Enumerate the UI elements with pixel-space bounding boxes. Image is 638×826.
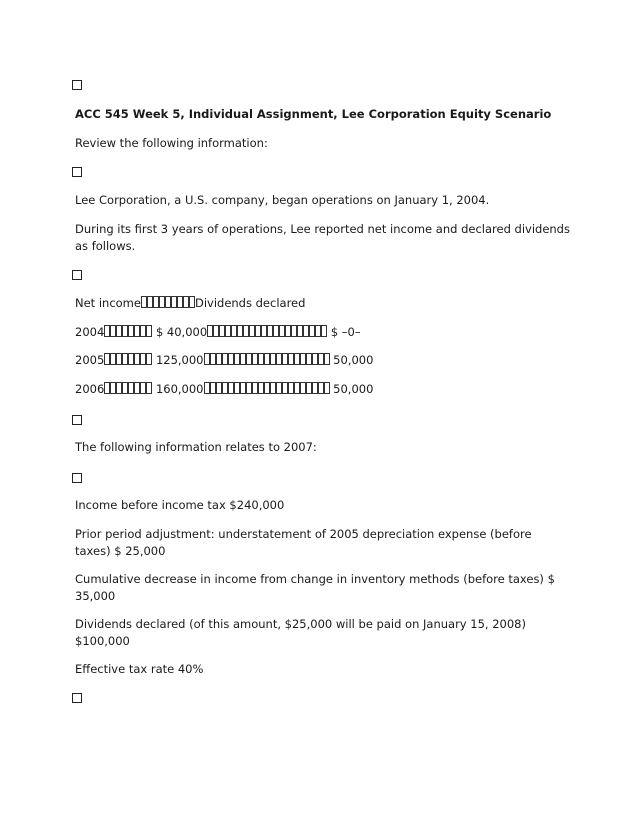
tab-glyphs-icon	[207, 325, 327, 336]
table-row	[75, 381, 373, 398]
table-row	[75, 352, 373, 369]
header-net-income: Net income	[75, 296, 141, 310]
checkbox-glyph-icon	[72, 693, 82, 703]
list-item: Income before income tax $240,000	[75, 498, 285, 512]
checkbox-glyph-icon	[72, 473, 82, 483]
list-item: Prior period adjustment: understatement of 2005 depreciation expense (before taxes) $ 25,000	[75, 527, 532, 558]
row-year: 2004	[75, 325, 105, 339]
paragraph-operations: During its first 3 years of operations, Lee reported net income and declared dividends as follows.	[75, 222, 570, 253]
row-year: 2005	[75, 353, 105, 367]
row-dividends: 50,000	[333, 353, 374, 367]
tab-glyphs-icon	[204, 382, 330, 393]
checkbox-glyph-icon	[72, 80, 82, 90]
header-dividends: Dividends declared	[194, 296, 306, 310]
list-item: Effective tax rate 40%	[75, 662, 204, 676]
row-dividends: $ –0–	[330, 325, 361, 339]
row-income: $ 40,000	[155, 325, 208, 339]
tab-glyphs-icon	[104, 382, 152, 393]
tab-glyphs-icon	[104, 353, 152, 364]
checkbox-glyph-icon	[72, 167, 82, 177]
table-row	[75, 324, 361, 341]
row-year: 2006	[75, 382, 105, 396]
checkbox-glyph-icon	[72, 270, 82, 280]
intro-text: Review the following information:	[75, 136, 268, 150]
tab-glyphs-icon	[104, 325, 152, 336]
tab-glyphs-icon	[141, 296, 195, 307]
tab-glyphs-icon	[204, 353, 330, 364]
row-income: 125,000	[155, 353, 204, 367]
document-title: ACC 545 Week 5, Individual Assignment, Lee Corporation Equity Scenario	[75, 107, 552, 121]
checkbox-glyph-icon	[72, 415, 82, 425]
list-item: Cumulative decrease in income from change in inventory methods (before taxes) $ 35,000	[75, 572, 555, 603]
table-header-row	[75, 295, 305, 312]
paragraph-company: Lee Corporation, a U.S. company, began operations on January 1, 2004.	[75, 193, 490, 207]
list-item: Dividends declared (of this amount, $25,000 will be paid on January 15, 2008) $100,000	[75, 617, 526, 648]
row-dividends: 50,000	[333, 382, 374, 396]
row-income: 160,000	[155, 382, 204, 396]
paragraph-2007: The following information relates to 2007:	[75, 440, 317, 454]
